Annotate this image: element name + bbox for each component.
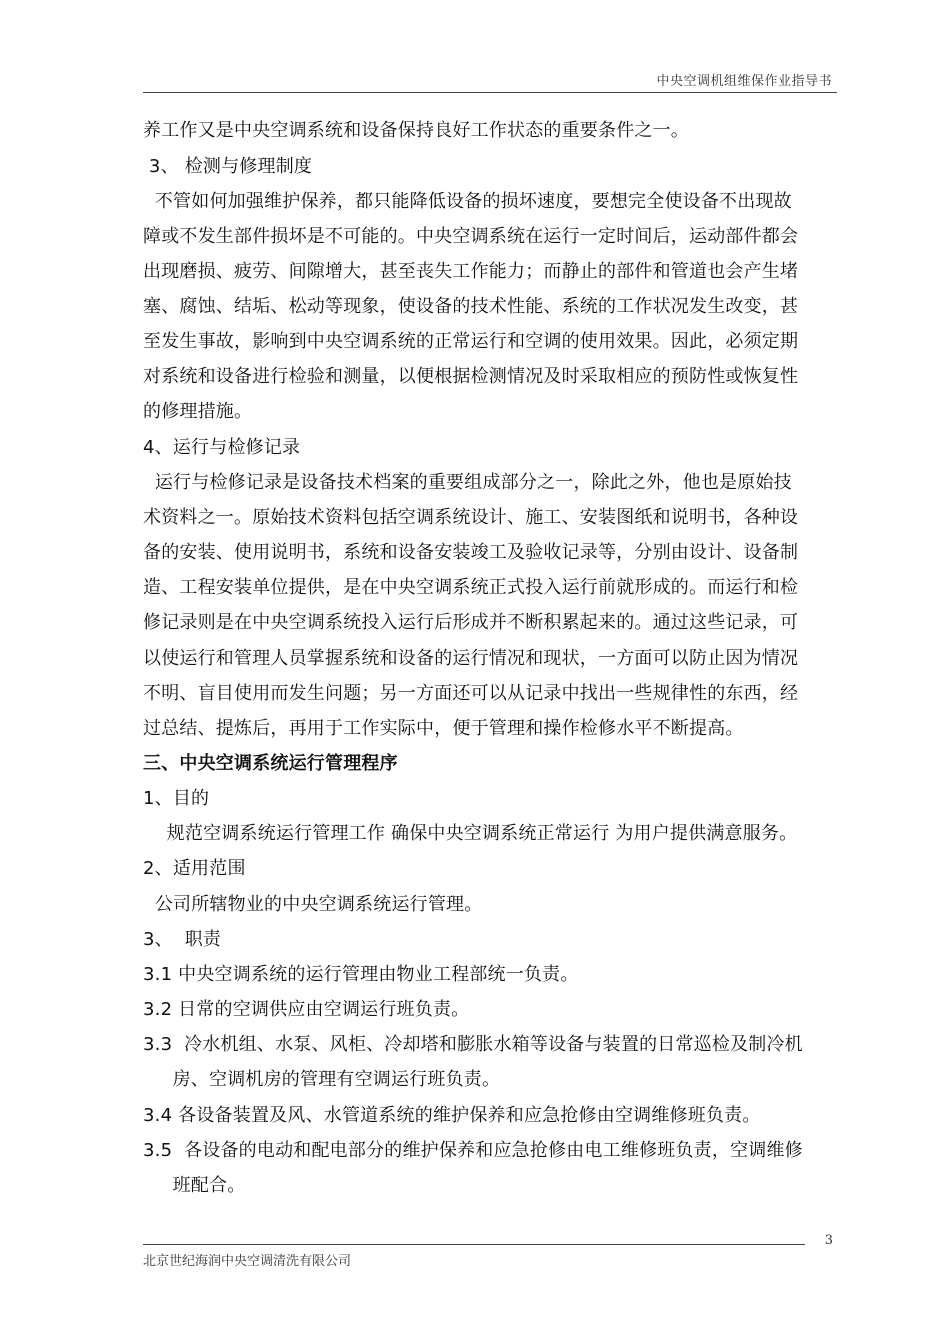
body-line: 修记录则是在中央空调系统投入运行后形成并不断积累起来的。通过这些记录，可 [143, 612, 799, 633]
footer-divider [143, 1244, 805, 1245]
body-line: 对系统和设备进行检验和测量，以便根据检测情况及时采取相应的预防性或恢复性 [143, 366, 799, 387]
body-line: 规范空调系统运行管理工作 确保中央空调系统正常运行 为用户提供满意服务。 [143, 823, 798, 844]
body-line: 不管如何加强维护保养，都只能降低设备的损坏速度，要想完全使设备不出现故 [143, 191, 792, 212]
list-item: 3.1 中央空调系统的运行管理由物业工程部统一负责。 [143, 964, 579, 985]
footer-company: 北京世纪海润中央空调清洗有限公司 [143, 1254, 352, 1269]
section-heading: 3、 检测与修理制度 [143, 156, 313, 177]
body-line: 备的安装、使用说明书，系统和设备安装竣工及验收记录等，分别由设计、设备制 [143, 542, 799, 563]
section-heading: 1、目的 [143, 788, 210, 809]
body-line: 的修理措施。 [143, 401, 253, 422]
body-line: 以使运行和管理人员掌握系统和设备的运行情况和现状，一方面可以防止因为情况 [143, 648, 799, 669]
section-heading: 2、适用范围 [143, 858, 246, 879]
chapter-heading: 三、中央空调系统运行管理程序 [143, 753, 398, 774]
body-line: 养工作又是中央空调系统和设备保持良好工作状态的重要条件之一。 [143, 120, 689, 141]
list-item: 3.2 日常的空调供应由空调运行班负责。 [143, 999, 470, 1020]
body-line: 造、工程安装单位提供，是在中央空调系统正式投入运行前就形成的。而运行和检 [143, 577, 799, 598]
body-line: 术资料之一。原始技术资料包括空调系统设计、施工、安装图纸和说明书，各种设 [143, 507, 799, 528]
section-heading: 4、运行与检修记录 [143, 437, 301, 458]
header-title: 中央空调机组维保作业指导书 [656, 74, 832, 89]
body-line: 运行与检修记录是设备技术档案的重要组成部分之一，除此之外，他也是原始技 [143, 472, 792, 493]
body-line: 过总结、提炼后，再用于工作实际中，便于管理和操作检修水平不断提高。 [143, 718, 744, 739]
header-divider [143, 92, 837, 93]
body-line: 障或不发生部件损坏是不可能的。中央空调系统在运行一定时间后，运动部件都会 [143, 226, 799, 247]
body-line: 出现磨损、疲劳、间隙增大，甚至丧失工作能力；而静止的部件和管道也会产生堵 [143, 261, 799, 282]
body-line: 不明、盲目使用而发生问题；另一方面还可以从记录中找出一些规律性的东西，经 [143, 683, 799, 704]
body-line: 塞、腐蚀、结垢、松动等现象，使设备的技术性能、系统的工作状况发生改变，甚 [143, 296, 799, 317]
list-item-continuation: 班配合。 [143, 1175, 246, 1196]
page-number: 3 [824, 1233, 833, 1248]
body-line: 公司所辖物业的中央空调系统运行管理。 [143, 894, 483, 915]
body-line: 至发生事故，影响到中央空调系统的正常运行和空调的使用效果。因此，必须定期 [143, 331, 799, 352]
list-item-continuation: 房、空调机房的管理有空调运行班负责。 [143, 1069, 501, 1090]
list-item: 3.5 各设备的电动和配电部分的维护保养和应急抢修由电工维修班负责，空调维修 [143, 1140, 803, 1161]
list-item: 3.4 各设备装置及风、水管道系统的维护保养和应急抢修由空调维修班负责。 [143, 1105, 761, 1126]
section-heading: 3、 职责 [143, 929, 222, 950]
list-item: 3.3 冷水机组、水泵、风柜、冷却塔和膨胀水箱等设备与装置的日常巡检及制冷机 [143, 1034, 803, 1055]
